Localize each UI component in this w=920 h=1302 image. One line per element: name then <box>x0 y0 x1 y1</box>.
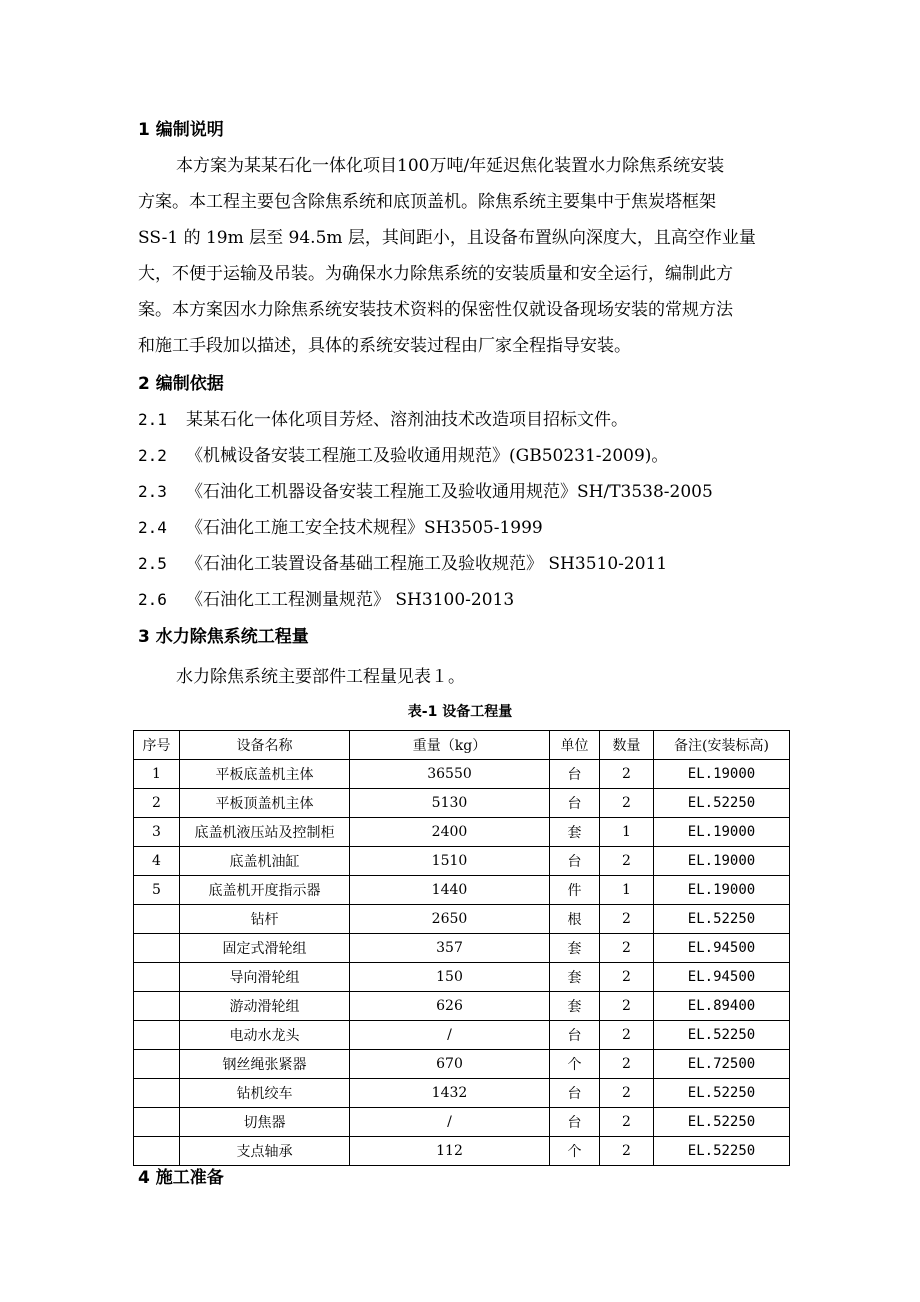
table-row <box>134 934 790 963</box>
cell-weight: 357 <box>350 934 550 963</box>
cell-name: 切焦器 <box>180 1108 350 1137</box>
cell-quantity: 2 <box>600 847 654 876</box>
cell-name: 游动滑轮组 <box>180 992 350 1021</box>
cell-weight: 670 <box>350 1050 550 1079</box>
paragraph-line: 方案。本工程主要包含除焦系统和底顶盖机。除焦系统主要集中于焦炭塔框架 <box>138 192 716 212</box>
table-intro: 水力除焦系统主要部件工程量见表１。 <box>176 667 465 687</box>
cell-name: 导向滑轮组 <box>180 963 350 992</box>
cell-quantity: 1 <box>600 876 654 905</box>
cell-remark: EL.19000 <box>654 847 790 876</box>
cell-quantity: 2 <box>600 963 654 992</box>
header-index: 序号 <box>134 731 180 760</box>
reference-number: 2.2 <box>138 446 167 465</box>
table-row <box>134 992 790 1021</box>
cell-unit: 个 <box>550 1050 600 1079</box>
table-row <box>134 1050 790 1079</box>
cell-index: 3 <box>134 818 180 847</box>
header-equipment-name: 设备名称 <box>180 731 350 760</box>
cell-unit: 套 <box>550 818 600 847</box>
cell-weight: 36550 <box>350 760 550 789</box>
reference-item <box>138 445 668 467</box>
cell-index <box>134 1108 180 1137</box>
cell-quantity: 2 <box>600 1021 654 1050</box>
cell-quantity: 2 <box>600 760 654 789</box>
table-row <box>134 905 790 934</box>
cell-unit: 台 <box>550 1021 600 1050</box>
cell-index <box>134 934 180 963</box>
cell-quantity: 2 <box>600 905 654 934</box>
table-row <box>134 760 790 789</box>
paragraph-line: SS-1 的 19m 层至 94.5m 层，其间距小，且设备布置纵向深度大，且高空作业量 <box>138 228 756 248</box>
cell-name: 底盖机液压站及控制柜 <box>180 818 350 847</box>
cell-index <box>134 905 180 934</box>
cell-unit: 件 <box>550 876 600 905</box>
cell-quantity: 1 <box>600 818 654 847</box>
header-remark: 备注(安装标高) <box>654 731 790 760</box>
table-row <box>134 876 790 905</box>
cell-weight: 1432 <box>350 1079 550 1108</box>
cell-name: 平板底盖机主体 <box>180 760 350 789</box>
cell-quantity: 2 <box>600 1079 654 1108</box>
cell-weight: 1510 <box>350 847 550 876</box>
cell-unit: 套 <box>550 934 600 963</box>
table-row <box>134 1108 790 1137</box>
cell-index: 1 <box>134 760 180 789</box>
cell-name: 电动水龙头 <box>180 1021 350 1050</box>
paragraph-line: 本方案为某某石化一体化项目100万吨/年延迟焦化装置水力除焦系统安装 <box>176 156 725 176</box>
cell-remark: EL.52250 <box>654 1137 790 1166</box>
reference-number: 2.5 <box>138 554 167 573</box>
cell-weight: 150 <box>350 963 550 992</box>
paragraph-line: 案。本方案因水力除焦系统安装技术资料的保密性仅就设备现场安装的常规方法 <box>138 300 733 320</box>
cell-remark: EL.52250 <box>654 1021 790 1050</box>
paragraph-line: 大，不便于运输及吊装。为确保水力除焦系统的安装质量和安全运行，编制此方 <box>138 264 733 284</box>
cell-quantity: 2 <box>600 934 654 963</box>
section-4-heading: 4 施工准备 <box>138 1168 224 1188</box>
cell-name: 支点轴承 <box>180 1137 350 1166</box>
cell-index: 5 <box>134 876 180 905</box>
cell-unit: 台 <box>550 847 600 876</box>
cell-index <box>134 963 180 992</box>
cell-name: 底盖机开度指示器 <box>180 876 350 905</box>
cell-index <box>134 1021 180 1050</box>
table-row <box>134 818 790 847</box>
cell-name: 钢丝绳张紧器 <box>180 1050 350 1079</box>
cell-name: 底盖机油缸 <box>180 847 350 876</box>
cell-name: 钻机绞车 <box>180 1079 350 1108</box>
cell-unit: 套 <box>550 963 600 992</box>
cell-remark: EL.52250 <box>654 789 790 818</box>
cell-remark: EL.52250 <box>654 905 790 934</box>
cell-weight: 626 <box>350 992 550 1021</box>
cell-weight: 2650 <box>350 905 550 934</box>
section-2-heading: 2 编制依据 <box>138 374 224 394</box>
cell-weight: 112 <box>350 1137 550 1166</box>
table-caption: 表-1 设备工程量 <box>407 704 513 720</box>
cell-quantity: 2 <box>600 1050 654 1079</box>
reference-text: 《石油化工工程测量规范》 SH3100-2013 <box>186 590 515 610</box>
reference-text: 《机械设备安装工程施工及验收通用规范》(GB50231-2009)。 <box>186 446 669 466</box>
reference-number: 2.3 <box>138 482 167 501</box>
reference-text: 《石油化工机器设备安装工程施工及验收通用规范》SH/T3538-2005 <box>186 482 713 502</box>
cell-remark: EL.72500 <box>654 1050 790 1079</box>
cell-remark: EL.52250 <box>654 1108 790 1137</box>
cell-weight: 5130 <box>350 789 550 818</box>
cell-unit: 台 <box>550 1079 600 1108</box>
section-3-heading: 3 水力除焦系统工程量 <box>138 627 309 647</box>
reference-number: 2.6 <box>138 590 167 609</box>
cell-index <box>134 992 180 1021</box>
cell-weight: / <box>350 1021 550 1050</box>
cell-remark: EL.94500 <box>654 934 790 963</box>
reference-text: 《石油化工装置设备基础工程施工及验收规范》 SH3510-2011 <box>186 554 668 574</box>
cell-index: 2 <box>134 789 180 818</box>
cell-unit: 根 <box>550 905 600 934</box>
cell-weight: / <box>350 1108 550 1137</box>
cell-name: 平板顶盖机主体 <box>180 789 350 818</box>
cell-name: 固定式滑轮组 <box>180 934 350 963</box>
cell-quantity: 2 <box>600 992 654 1021</box>
cell-remark: EL.52250 <box>654 1079 790 1108</box>
cell-quantity: 2 <box>600 1108 654 1137</box>
reference-item <box>138 409 628 431</box>
cell-unit: 台 <box>550 789 600 818</box>
table-row <box>134 1021 790 1050</box>
paragraph-line: 和施工手段加以描述，具体的系统安装过程由厂家全程指导安装。 <box>138 336 631 356</box>
header-quantity: 数量 <box>600 731 654 760</box>
table-row <box>134 847 790 876</box>
equipment-table <box>133 730 790 1166</box>
reference-number: 2.4 <box>138 518 167 537</box>
table-row <box>134 1137 790 1166</box>
header-unit: 单位 <box>550 731 600 760</box>
cell-index <box>134 1137 180 1166</box>
cell-remark: EL.94500 <box>654 963 790 992</box>
cell-weight: 2400 <box>350 818 550 847</box>
table-row <box>134 789 790 818</box>
cell-unit: 个 <box>550 1137 600 1166</box>
cell-remark: EL.89400 <box>654 992 790 1021</box>
cell-unit: 台 <box>550 760 600 789</box>
cell-remark: EL.19000 <box>654 876 790 905</box>
reference-item <box>138 481 713 503</box>
reference-number: 2.1 <box>138 410 167 429</box>
section-1-heading: 1 编制说明 <box>138 120 224 140</box>
cell-index <box>134 1079 180 1108</box>
cell-weight: 1440 <box>350 876 550 905</box>
cell-index: 4 <box>134 847 180 876</box>
reference-text: 某某石化一体化项目芳烃、溶剂油技术改造项目招标文件。 <box>186 410 628 430</box>
table-header-row <box>134 731 790 760</box>
cell-name: 钻杆 <box>180 905 350 934</box>
cell-quantity: 2 <box>600 1137 654 1166</box>
header-weight: 重量（kg） <box>350 731 550 760</box>
table-row <box>134 1079 790 1108</box>
reference-text: 《石油化工施工安全技术规程》SH3505-1999 <box>186 518 543 538</box>
reference-item <box>138 553 667 575</box>
reference-item <box>138 589 514 611</box>
cell-remark: EL.19000 <box>654 760 790 789</box>
cell-quantity: 2 <box>600 789 654 818</box>
cell-index <box>134 1050 180 1079</box>
cell-unit: 套 <box>550 992 600 1021</box>
reference-item <box>138 517 543 539</box>
cell-remark: EL.19000 <box>654 818 790 847</box>
table-row <box>134 963 790 992</box>
cell-unit: 台 <box>550 1108 600 1137</box>
